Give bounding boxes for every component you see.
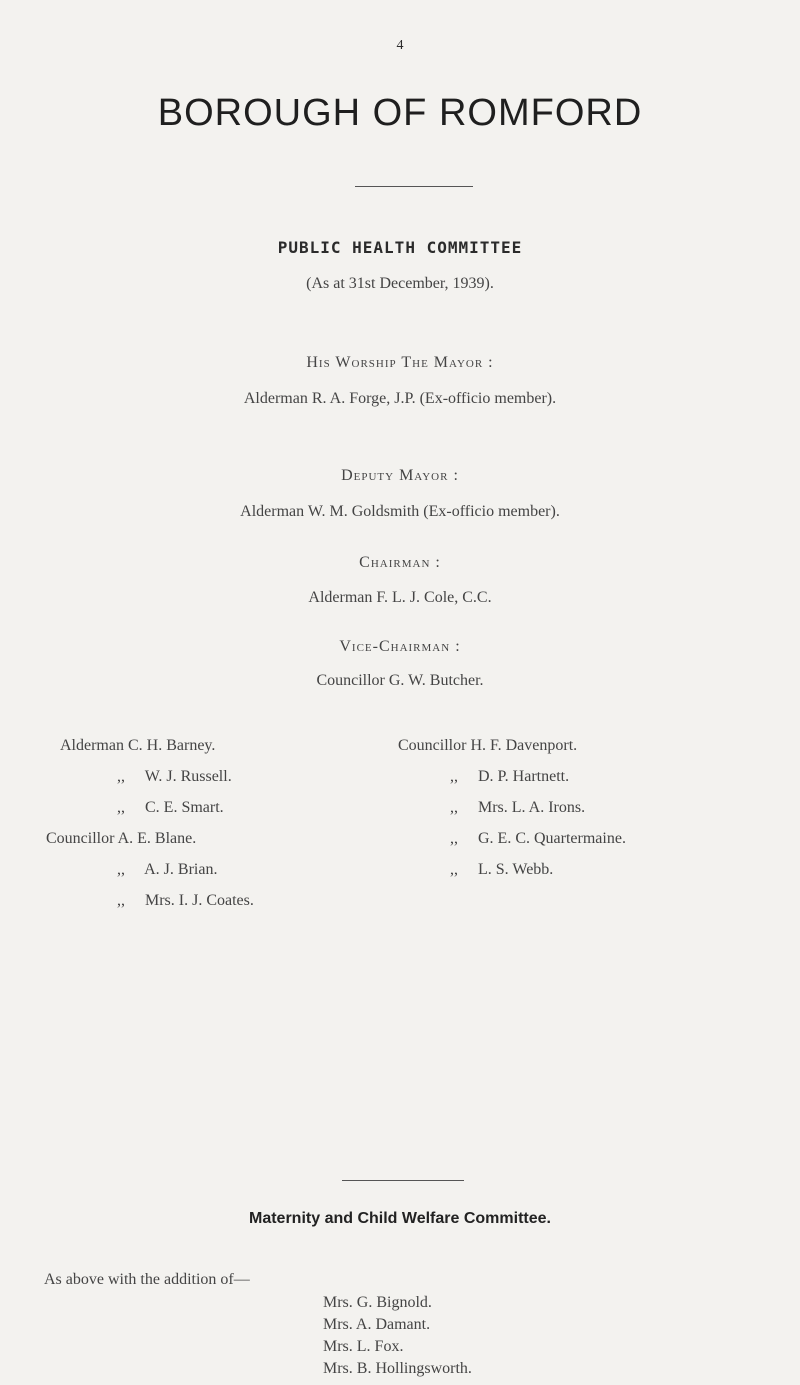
member-right-4: [450, 830, 626, 848]
member-left-5: [117, 861, 217, 879]
officer-role-chairman: Chairman :: [359, 554, 441, 571]
member-right-3: [450, 799, 585, 817]
mcw-addition-2: Mrs. A. Damant.: [323, 1316, 431, 1333]
member-left-4: [46, 830, 196, 848]
member-right-1: [398, 737, 577, 755]
member-prefix: ,,: [450, 830, 458, 847]
member-name: Mrs. L. A. Irons.: [478, 799, 586, 816]
member-prefix: ,,: [450, 768, 458, 785]
member-name: C. H. Barney.: [127, 737, 216, 754]
member-prefix: Councillor: [398, 737, 467, 754]
member-left-6: [117, 892, 254, 910]
member-name: G. E. C. Quartermaine.: [478, 830, 626, 847]
member-left-3: [117, 799, 224, 817]
mcw-addition-1: Mrs. G. Bignold.: [323, 1294, 432, 1311]
officer-name-chairman: Alderman F. L. J. Cole, C.C.: [308, 589, 492, 606]
member-name: W. J. Russell.: [144, 768, 232, 785]
divider-top: [355, 186, 473, 187]
member-prefix: ,,: [450, 799, 458, 816]
officer-role-mayor: His Worship The Mayor :: [306, 354, 494, 371]
officer-name-vice-chairman: Councillor G. W. Butcher.: [316, 672, 484, 689]
member-right-5: [450, 861, 553, 879]
mcw-addition-4: Mrs. B. Hollingsworth.: [323, 1360, 472, 1377]
divider-middle: [342, 1180, 464, 1181]
member-name: D. P. Hartnett.: [478, 768, 570, 785]
member-prefix: ,,: [117, 768, 125, 785]
member-prefix: Alderman: [60, 737, 124, 754]
page-title: BOROUGH OF ROMFORD: [157, 92, 643, 134]
member-prefix: ,,: [117, 799, 125, 816]
officer-name-mayor: Alderman R. A. Forge, J.P. (Ex-officio member).: [243, 390, 557, 407]
member-prefix: Councillor: [46, 830, 115, 847]
member-name: C. E. Smart.: [145, 799, 224, 816]
member-right-2: [450, 768, 569, 786]
member-name: L. S. Webb.: [478, 861, 554, 878]
mcw-committee-title: Maternity and Child Welfare Committee.: [249, 1210, 551, 1227]
member-name: H. F. Davenport.: [470, 737, 578, 754]
member-prefix: ,,: [117, 861, 125, 878]
member-name: A. J. Brian.: [144, 861, 218, 878]
mcw-intro: As above with the addition of—: [44, 1271, 250, 1288]
page-number: 4: [396, 38, 404, 53]
committee-title: PUBLIC HEALTH COMMITTEE: [277, 238, 523, 257]
officer-role-vice-chairman: Vice-Chairman :: [339, 638, 461, 655]
member-left-1: [60, 737, 215, 755]
officer-name-deputy-mayor: Alderman W. M. Goldsmith (Ex-officio member).: [240, 503, 560, 520]
committee-date: (As at 31st December, 1939).: [306, 275, 494, 292]
mcw-addition-3: Mrs. L. Fox.: [323, 1338, 404, 1355]
member-prefix: ,,: [450, 861, 458, 878]
member-left-2: [117, 768, 232, 786]
member-name: Mrs. I. J. Coates.: [145, 892, 254, 909]
member-prefix: ,,: [117, 892, 125, 909]
officer-role-deputy-mayor: Deputy Mayor :: [341, 467, 459, 484]
member-name: A. E. Blane.: [117, 830, 197, 847]
